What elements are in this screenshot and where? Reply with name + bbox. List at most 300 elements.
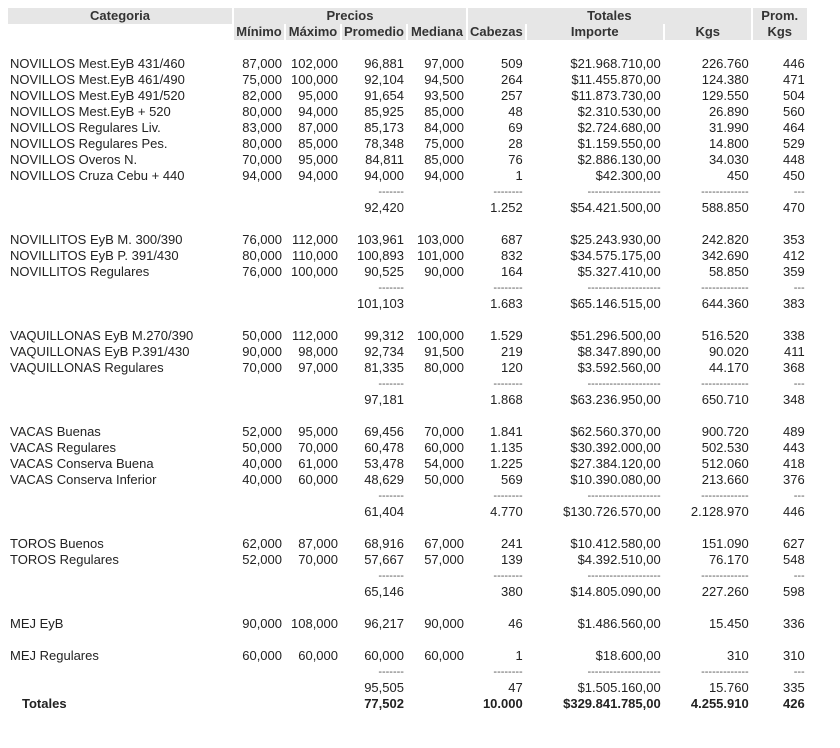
subtotal-kgs: 227.260 [701, 584, 749, 599]
maximo-cell: 70,000 [298, 440, 338, 455]
mediana-cell: 84,000 [424, 120, 464, 135]
mediana-cell: 60,000 [424, 440, 464, 455]
table-row [8, 248, 807, 264]
separator-importe: -------------------- [587, 570, 661, 582]
subtotal-blank [234, 680, 284, 696]
category-cell: VACAS Buenas [10, 424, 101, 439]
cabezas-cell: 241 [501, 536, 523, 551]
prom-kgs-cell: 368 [783, 360, 805, 375]
table-row [8, 440, 807, 456]
mediana-cell: 94,000 [424, 168, 464, 183]
promedio-cell: 85,925 [364, 104, 404, 119]
prom-kgs-cell: 412 [783, 248, 805, 263]
prom-kgs-cell: 338 [783, 328, 805, 343]
importe-cell: $62.560.370,00 [570, 424, 661, 439]
mediana-cell: 54,000 [424, 456, 464, 471]
subtotal-importe: $54.421.500,00 [570, 200, 661, 215]
promedio-cell: 84,811 [365, 152, 404, 167]
subtotal-blank [286, 584, 340, 600]
spacer-cell [8, 216, 807, 232]
kgs-cell: 310 [727, 648, 749, 663]
mediana-cell: 93,500 [424, 88, 464, 103]
maximo-cell: 112,000 [291, 232, 338, 247]
prom-kgs-cell: 504 [783, 88, 805, 103]
promedio-cell: 103,961 [356, 232, 404, 247]
separator-blank [8, 376, 232, 392]
separator-blank [408, 280, 466, 296]
kgs-cell: 15.450 [708, 616, 749, 631]
totals-blank [286, 696, 340, 712]
separator-prom: --- [793, 282, 805, 294]
minimo-cell: 82,000 [242, 88, 282, 103]
prom-kgs-cell: 376 [783, 472, 805, 487]
table-row [8, 152, 807, 168]
table-row [8, 56, 807, 72]
separator-blank [286, 280, 340, 296]
minimo-cell: 94,000 [242, 168, 282, 183]
mediana-cell: 91,500 [424, 344, 464, 359]
table-row [8, 536, 807, 552]
promedio-cell: 92,104 [364, 72, 404, 87]
promedio-cell: 57,667 [364, 552, 404, 567]
kgs-cell: 31.990 [708, 120, 749, 135]
cabezas-cell: 1.841 [490, 424, 523, 439]
maximo-cell: 108,000 [291, 616, 338, 631]
subtotal-row [8, 504, 807, 520]
maximo-cell: 98,000 [298, 344, 338, 359]
category-cell: NOVILLITOS EyB M. 300/390 [10, 232, 183, 247]
header-precios: Precios [234, 8, 466, 24]
kgs-cell: 512.060 [701, 456, 749, 471]
promedio-cell: 78,348 [364, 136, 404, 151]
separator-cabezas: -------- [493, 570, 523, 582]
separator-blank [408, 184, 466, 200]
importe-cell: $3.592.560,00 [577, 360, 661, 375]
totals-label: Totales [22, 696, 67, 711]
kgs-cell: 450 [727, 168, 749, 183]
minimo-cell: 52,000 [242, 552, 282, 567]
subtotal-blank [234, 392, 284, 408]
subtotal-importe: $63.236.950,00 [570, 392, 661, 407]
importe-cell: $42.300,00 [595, 168, 661, 183]
promedio-cell: 60,478 [364, 440, 404, 455]
separator-row [8, 184, 807, 200]
maximo-cell: 94,000 [298, 104, 338, 119]
cabezas-cell: 120 [501, 360, 523, 375]
report-body [8, 8, 807, 712]
minimo-cell: 83,000 [242, 120, 282, 135]
spacer-row [8, 632, 807, 648]
importe-cell: $5.327.410,00 [577, 264, 661, 279]
separator-cabezas: -------- [493, 378, 523, 390]
table-row [8, 424, 807, 440]
cabezas-cell: 139 [501, 552, 523, 567]
subtotal-kgs: 2.128.970 [690, 504, 749, 519]
subtotal-blank [8, 584, 232, 600]
prom-kgs-cell: 418 [783, 456, 805, 471]
subtotal-cabezas: 1.683 [490, 296, 523, 311]
header-totales: Totales [468, 8, 751, 24]
cabezas-cell: 28 [508, 136, 523, 151]
subtotal-blank [8, 680, 232, 696]
subtotal-cabezas: 4.770 [490, 504, 523, 519]
table-row [8, 168, 807, 184]
minimo-cell: 40,000 [242, 456, 282, 471]
maximo-cell: 70,000 [298, 552, 338, 567]
promedio-cell: 85,173 [364, 120, 404, 135]
category-cell: NOVILLITOS Regulares [10, 264, 150, 279]
separator-cabezas: -------- [493, 282, 523, 294]
maximo-cell: 85,000 [298, 136, 338, 151]
importe-cell: $18.600,00 [595, 648, 661, 663]
totals-cabezas: 10.000 [482, 696, 523, 711]
separator-promedio: ------- [378, 570, 404, 582]
promedio-cell: 94,000 [364, 168, 404, 183]
maximo-cell: 95,000 [298, 424, 338, 439]
header-group-row [8, 8, 807, 24]
subtotal-importe: $130.726.570,00 [563, 504, 661, 519]
spacer-row [8, 408, 807, 424]
separator-blank [286, 184, 340, 200]
maximo-cell: 60,000 [298, 648, 338, 663]
promedio-cell: 96,881 [364, 56, 404, 71]
separator-blank [8, 184, 232, 200]
category-cell: TOROS Regulares [10, 552, 119, 567]
mediana-cell: 80,000 [424, 360, 464, 375]
maximo-cell: 61,000 [298, 456, 338, 471]
subtotal-blank [286, 680, 340, 696]
importe-cell: $4.392.510,00 [577, 552, 661, 567]
separator-promedio: ------- [378, 186, 404, 198]
subtotal-prom-kgs: 470 [783, 200, 805, 215]
subtotal-prom-kgs: 446 [783, 504, 805, 519]
mediana-cell: 101,000 [416, 248, 464, 263]
mediana-cell: 50,000 [424, 472, 464, 487]
cabezas-cell: 219 [501, 344, 523, 359]
spacer-cell [8, 312, 807, 328]
table-row [8, 72, 807, 88]
subtotal-blank [408, 392, 466, 408]
importe-cell: $11.873.730,00 [571, 88, 661, 103]
mediana-cell: 60,000 [424, 648, 464, 663]
cabezas-cell: 832 [501, 248, 523, 263]
kgs-cell: 516.520 [701, 328, 749, 343]
prom-kgs-cell: 353 [783, 232, 805, 247]
cabezas-cell: 76 [508, 152, 523, 167]
subtotal-prom-kgs: 598 [783, 584, 805, 599]
cabezas-cell: 46 [508, 616, 523, 631]
importe-cell: $2.886.130,00 [577, 152, 661, 167]
cabezas-cell: 48 [508, 104, 523, 119]
separator-importe: -------------------- [587, 378, 661, 390]
maximo-cell: 87,000 [298, 536, 338, 551]
minimo-cell: 70,000 [242, 360, 282, 375]
cabezas-cell: 257 [501, 88, 523, 103]
subtotal-cabezas: 1.252 [490, 200, 523, 215]
maximo-cell: 110,000 [291, 248, 338, 263]
minimo-cell: 80,000 [242, 104, 282, 119]
maximo-cell: 102,000 [291, 56, 338, 71]
spacer-row [8, 312, 807, 328]
table-row [8, 104, 807, 120]
header-sub-row [8, 24, 807, 40]
minimo-cell: 62,000 [242, 536, 282, 551]
table-row [8, 472, 807, 488]
cabezas-cell: 264 [501, 72, 523, 87]
subtotal-promedio: 61,404 [364, 504, 404, 519]
mediana-cell: 85,000 [424, 104, 464, 119]
kgs-cell: 213.660 [701, 472, 749, 487]
header-categoria: Categoria [8, 8, 232, 24]
separator-blank [8, 280, 232, 296]
mediana-cell: 67,000 [424, 536, 464, 551]
separator-prom: --- [793, 570, 805, 582]
separator-blank [286, 376, 340, 392]
separator-importe: -------------------- [587, 666, 661, 678]
subtotal-blank [408, 296, 466, 312]
separator-blank [234, 376, 284, 392]
category-cell: MEJ Regulares [10, 648, 99, 663]
spacer-row [8, 520, 807, 536]
table-row [8, 328, 807, 344]
promedio-cell: 53,478 [364, 456, 404, 471]
separator-cabezas: -------- [493, 666, 523, 678]
table-row [8, 136, 807, 152]
kgs-cell: 342.690 [701, 248, 749, 263]
separator-cabezas: -------- [493, 186, 523, 198]
mediana-cell: 85,000 [424, 152, 464, 167]
subtotal-blank [8, 392, 232, 408]
subtotal-prom-kgs: 348 [783, 392, 805, 407]
separator-blank [408, 488, 466, 504]
spacer-cell [8, 40, 807, 56]
kgs-cell: 14.800 [708, 136, 749, 151]
cabezas-cell: 164 [501, 264, 523, 279]
minimo-cell: 90,000 [242, 344, 282, 359]
subtotal-importe: $1.505.160,00 [577, 680, 661, 695]
totals-blank [234, 696, 284, 712]
table-row [8, 264, 807, 280]
promedio-cell: 90,525 [364, 264, 404, 279]
subtotal-kgs: 650.710 [701, 392, 749, 407]
category-cell: NOVILLOS Regulares Liv. [10, 120, 161, 135]
importe-cell: $10.412.580,00 [570, 536, 661, 551]
kgs-cell: 900.720 [701, 424, 749, 439]
minimo-cell: 52,000 [242, 424, 282, 439]
maximo-cell: 112,000 [291, 328, 338, 343]
kgs-cell: 242.820 [701, 232, 749, 247]
kgs-cell: 58.850 [708, 264, 749, 279]
importe-cell: $2.724.680,00 [577, 120, 661, 135]
subtotal-importe: $14.805.090,00 [570, 584, 661, 599]
subtotal-blank [286, 296, 340, 312]
kgs-cell: 34.030 [708, 152, 749, 167]
prom-kgs-cell: 411 [783, 344, 805, 359]
maximo-cell: 95,000 [298, 88, 338, 103]
subtotal-cabezas: 380 [501, 584, 523, 599]
subtotal-blank [234, 200, 284, 216]
subtotal-kgs: 15.760 [708, 680, 749, 695]
cabezas-cell: 1 [515, 168, 523, 183]
subtotal-row [8, 296, 807, 312]
subtotal-promedio: 92,420 [364, 200, 404, 215]
importe-cell: $25.243.930,00 [570, 232, 661, 247]
promedio-cell: 48,629 [364, 472, 404, 487]
maximo-cell: 100,000 [291, 264, 338, 279]
subtotal-blank [408, 680, 466, 696]
category-cell: NOVILLOS Regulares Pes. [10, 136, 168, 151]
separator-blank [8, 568, 232, 584]
category-cell: VACAS Conserva Buena [10, 456, 154, 471]
maximo-cell: 60,000 [298, 472, 338, 487]
separator-importe: -------------------- [587, 282, 661, 294]
mediana-cell: 70,000 [424, 424, 464, 439]
spacer-cell [8, 632, 807, 648]
cabezas-cell: 1.135 [490, 440, 523, 455]
subtotal-blank [234, 504, 284, 520]
promedio-cell: 99,312 [364, 328, 404, 343]
category-cell: NOVILLOS Cruza Cebu + 440 [10, 168, 185, 183]
table-row [8, 456, 807, 472]
importe-cell: $10.390.080,00 [570, 472, 661, 487]
separator-kgs: ------------- [701, 666, 749, 678]
subtotal-promedio: 65,146 [364, 584, 404, 599]
subtotal-blank [8, 296, 232, 312]
separator-row [8, 376, 807, 392]
totals-blank [408, 696, 466, 712]
subtotal-blank [408, 504, 466, 520]
header-promedio: Promedio [344, 24, 404, 39]
subtotal-blank [408, 200, 466, 216]
maximo-cell: 87,000 [298, 120, 338, 135]
cabezas-cell: 1 [515, 648, 523, 663]
spacer-cell [8, 408, 807, 424]
mediana-cell: 90,000 [424, 264, 464, 279]
category-cell: TOROS Buenos [10, 536, 104, 551]
minimo-cell: 70,000 [242, 152, 282, 167]
maximo-cell: 95,000 [298, 152, 338, 167]
table-row [8, 648, 807, 664]
separator-row [8, 664, 807, 680]
cabezas-cell: 69 [508, 120, 523, 135]
promedio-cell: 91,654 [364, 88, 404, 103]
cabezas-cell: 569 [501, 472, 523, 487]
kgs-cell: 76.170 [708, 552, 749, 567]
table-row [8, 344, 807, 360]
totals-row [8, 696, 807, 712]
mediana-cell: 90,000 [424, 616, 464, 631]
separator-promedio: ------- [378, 666, 404, 678]
importe-cell: $1.159.550,00 [577, 136, 661, 151]
spacer-cell [8, 520, 807, 536]
promedio-cell: 81,335 [364, 360, 404, 375]
separator-prom: --- [793, 666, 805, 678]
minimo-cell: 76,000 [242, 232, 282, 247]
report-container [0, 8, 840, 748]
prom-kgs-cell: 359 [783, 264, 805, 279]
separator-blank [8, 488, 232, 504]
cabezas-cell: 509 [501, 56, 523, 71]
category-cell: VAQUILLONAS Regulares [10, 360, 164, 375]
prom-kgs-cell: 489 [783, 424, 805, 439]
prom-kgs-cell: 627 [783, 536, 805, 551]
table-row [8, 552, 807, 568]
separator-row [8, 280, 807, 296]
table-row [8, 616, 807, 632]
importe-cell: $2.310.530,00 [577, 104, 661, 119]
category-cell: MEJ EyB [10, 616, 64, 631]
totals-promedio: 77,502 [364, 696, 404, 711]
separator-kgs: ------------- [701, 378, 749, 390]
subtotal-cabezas: 1.868 [490, 392, 523, 407]
subtotal-kgs: 588.850 [701, 200, 749, 215]
totals-prom-kgs: 426 [783, 696, 805, 711]
minimo-cell: 76,000 [242, 264, 282, 279]
importe-cell: $51.296.500,00 [570, 328, 661, 343]
mediana-cell: 100,000 [416, 328, 464, 343]
spacer-row [8, 40, 807, 56]
category-cell: NOVILLOS Mest.EyB 491/520 [10, 88, 185, 103]
prom-kgs-cell: 529 [783, 136, 805, 151]
subtotal-promedio: 95,505 [364, 680, 404, 695]
table-row [8, 360, 807, 376]
category-cell: NOVILLOS Overos N. [10, 152, 138, 167]
promedio-cell: 68,916 [364, 536, 404, 551]
subtotal-blank [234, 584, 284, 600]
importe-cell: $27.384.120,00 [570, 456, 661, 471]
kgs-cell: 26.890 [708, 104, 749, 119]
prom-kgs-cell: 446 [783, 56, 805, 71]
price-report-table [6, 8, 809, 712]
maximo-cell: 97,000 [298, 360, 338, 375]
subtotal-blank [286, 504, 340, 520]
prom-kgs-cell: 471 [783, 72, 805, 87]
separator-cabezas: -------- [493, 490, 523, 502]
header-minimo: Mínimo [234, 24, 284, 40]
separator-promedio: ------- [378, 378, 404, 390]
mediana-cell: 97,000 [424, 56, 464, 71]
minimo-cell: 60,000 [242, 648, 282, 663]
subtotal-importe: $65.146.515,00 [570, 296, 661, 311]
separator-kgs: ------------- [701, 186, 749, 198]
spacer-cell [8, 600, 807, 616]
promedio-cell: 60,000 [364, 648, 404, 663]
category-cell: NOVILLITOS EyB P. 391/430 [10, 248, 179, 263]
minimo-cell: 40,000 [242, 472, 282, 487]
separator-kgs: ------------- [701, 570, 749, 582]
importe-cell: $8.347.890,00 [577, 344, 661, 359]
minimo-cell: 80,000 [242, 248, 282, 263]
subtotal-cabezas: 47 [508, 680, 523, 695]
header-mediana: Mediana [408, 24, 466, 40]
kgs-cell: 502.530 [701, 440, 749, 455]
promedio-cell: 69,456 [364, 424, 404, 439]
separator-kgs: ------------- [701, 282, 749, 294]
cabezas-cell: 1.225 [490, 456, 523, 471]
separator-prom: --- [793, 490, 805, 502]
prom-kgs-cell: 443 [783, 440, 805, 455]
subtotal-blank [8, 200, 232, 216]
separator-promedio: ------- [378, 282, 404, 294]
category-cell: NOVILLOS Mest.EyB + 520 [10, 104, 171, 119]
importe-cell: $1.486.560,00 [577, 616, 661, 631]
maximo-cell: 100,000 [291, 72, 338, 87]
separator-blank [234, 488, 284, 504]
maximo-cell: 94,000 [298, 168, 338, 183]
category-cell: NOVILLOS Mest.EyB 431/460 [10, 56, 185, 71]
prom-kgs-cell: 450 [783, 168, 805, 183]
minimo-cell: 90,000 [242, 616, 282, 631]
